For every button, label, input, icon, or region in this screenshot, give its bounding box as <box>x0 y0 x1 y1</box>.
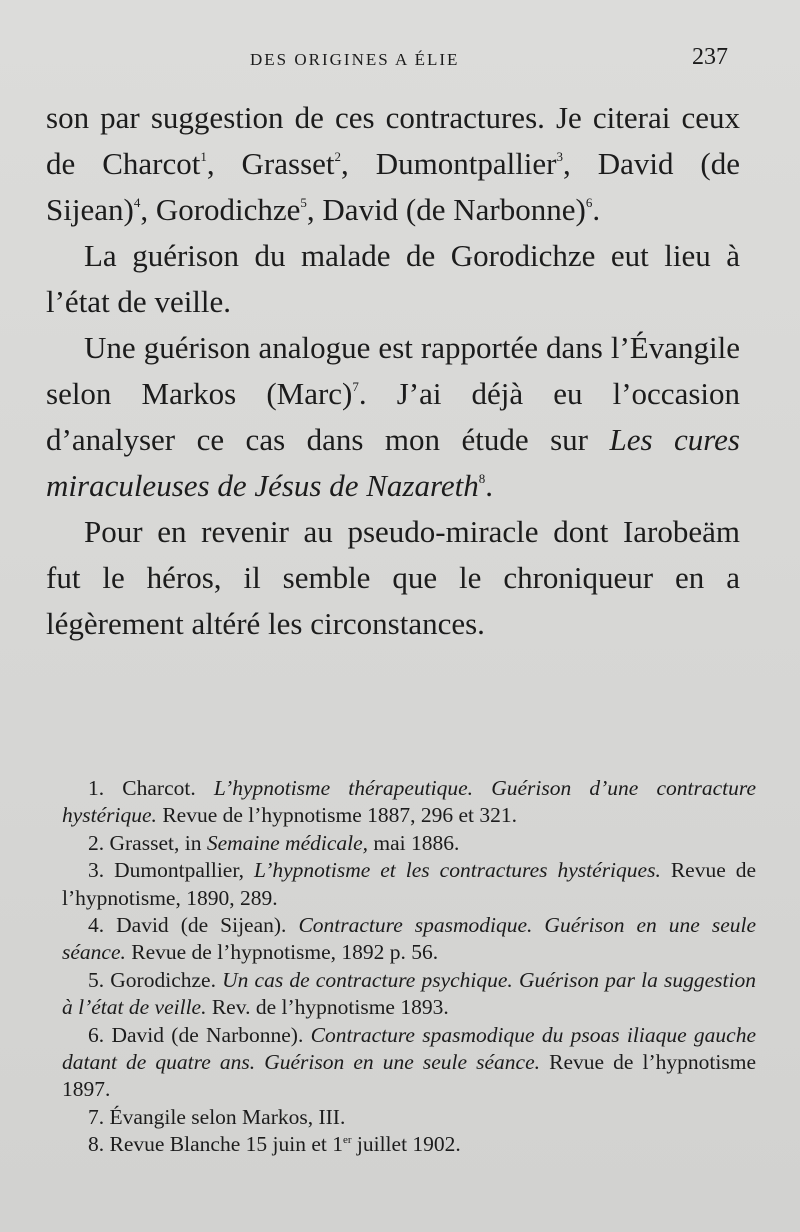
footnote-title: L’hypnotisme thérapeutique. Guérison d’une contracture hystérique. <box>62 776 757 828</box>
page-header <box>250 44 728 74</box>
footnote-text: juillet 1902. <box>351 1132 461 1157</box>
footnote-8 <box>62 1131 756 1158</box>
footnote-6 <box>62 1022 756 1104</box>
footnote-source: Revue de l’hypnotisme, 1892 p. 56. <box>131 940 439 965</box>
footnote-author: David (de Narbonne). <box>111 1022 304 1047</box>
footnote-ref: 2 <box>334 149 342 164</box>
footnote-source: Revue de l’hypnotisme 1887, 296 et 321. <box>162 803 518 828</box>
footnote-number: 7. <box>88 1104 105 1129</box>
footnote-text: Évangile selon Markos, III. <box>109 1104 346 1129</box>
text-run: , David (de Sijean) <box>46 146 741 227</box>
footnote-source: mai 1886. <box>373 830 460 855</box>
footnote-title: Contracture spasmodique. Guérison en une seule séance. <box>62 913 757 965</box>
footnote-author: Charcot. <box>122 776 196 800</box>
footnote-ref: 6 <box>585 195 593 210</box>
footnote-author: Dumontpallier, <box>114 858 245 883</box>
footnote-author: David (de Sijean). <box>116 913 287 938</box>
paragraph-1 <box>46 95 740 233</box>
footnote-ref: 3 <box>556 149 564 164</box>
footnote-number: 6. <box>88 1022 105 1047</box>
page-number: 237 <box>692 44 728 70</box>
text-run: Une guérison analogue est rapportée dans l’Évangile selon Markos (Marc) <box>46 330 740 411</box>
paragraph-4: Pour en revenir au pseudo-miracle dont Iarobeäm fut le héros, il semble que le chroniqueur en a légèrement altéré les circonstances. <box>46 514 740 641</box>
footnote-title: Semaine médicale, <box>206 830 369 855</box>
footnote-title: Un cas de contracture psychique. Guérison par la suggestion à l’état de veille. <box>62 967 756 1020</box>
text-run: . <box>592 192 601 227</box>
book-title: Les cures miraculeuses de Jésus de Nazareth <box>46 422 740 503</box>
footnote-title: Contracture spasmodique du psoas iliaque gauche datant de quatre ans. Guérison en une seule séance. <box>62 1022 757 1075</box>
text-run: . <box>485 468 494 503</box>
footnote-title: L’hypnotisme et les contractures hystériques. <box>254 858 661 883</box>
footnote-number: 1. <box>88 776 105 800</box>
footnote-ref: 4 <box>133 195 141 210</box>
text-run: , Grasset <box>206 146 335 181</box>
footnote-2 <box>62 830 756 857</box>
footnote-number: 2. <box>88 830 105 855</box>
footnote-number: 4. <box>88 913 105 938</box>
footnote-source: Revue de l’hypnotisme 1897. <box>62 1050 757 1102</box>
footnote-4 <box>62 912 756 967</box>
footnote-ref: 7 <box>352 379 359 394</box>
paragraph-3 <box>46 325 740 509</box>
footnote-number: 3. <box>88 858 105 883</box>
footnote-ref: 8 <box>478 471 486 486</box>
footnote-source: Rev. de l’hypnotisme 1893. <box>211 995 449 1020</box>
text-run: son par suggestion de ces contractures. Je citerai ceux de Charcot <box>46 100 740 181</box>
ordinal-suffix: er <box>342 1134 352 1147</box>
footnote-source: Revue de l’hypnotisme, 1890, 289. <box>62 858 757 910</box>
footnote-ref: 1 <box>200 149 207 164</box>
footnote-author: Gorodichze. <box>110 967 216 992</box>
footnote-text: Revue Blanche 15 juin et 1 <box>109 1132 343 1157</box>
footnote-ref: 5 <box>300 195 307 210</box>
footnotes <box>62 775 756 1159</box>
body-text <box>46 95 740 647</box>
paragraph-2: La guérison du malade de Gorodichze eut lieu à l’état de veille. <box>46 238 740 319</box>
footnote-3 <box>62 857 756 912</box>
footnote-number: 5. <box>88 967 105 992</box>
footnote-author: Grasset, in <box>109 830 202 855</box>
text-run: , Gorodichze <box>140 192 301 227</box>
text-run: . J’ai déjà eu l’occasion d’analyser ce cas dans mon étude sur <box>46 376 740 457</box>
footnote-5 <box>62 967 756 1022</box>
running-title: DES ORIGINES A ÉLIE <box>250 50 460 69</box>
text-run: , David (de Narbonne) <box>306 192 586 227</box>
footnote-1 <box>62 775 756 830</box>
footnote-7 <box>62 1104 756 1131</box>
footnote-number: 8. <box>88 1132 105 1157</box>
text-run: , Dumontpallier <box>341 146 557 181</box>
